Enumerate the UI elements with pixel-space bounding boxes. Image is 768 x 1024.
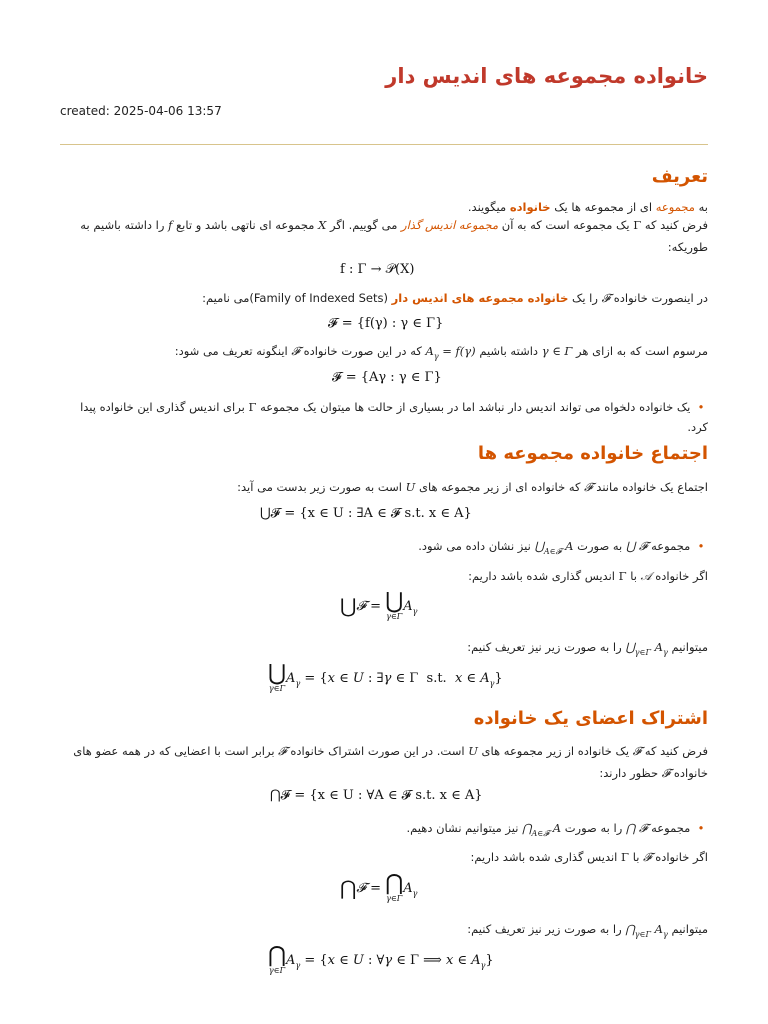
link-family[interactable]: خانواده [509, 200, 551, 214]
heading-union: اجتماع خانواده مجموعه ها [477, 443, 708, 464]
equation-intersection-def: ⋂𝓕 = {x ∈ U : ∀A ∈ 𝓕 s.t. x ∈ A} [270, 788, 483, 803]
bullet-dot-icon: • [697, 539, 705, 553]
link-set[interactable]: مجموعه [655, 200, 695, 214]
equation-intersection-indexed-def: ⋂ γ∈Γ $A_\gamma = \{x$ ∈ U : ∀γ ∈ Γ ⟹ x ∈ $A_\gamma$} [268, 943, 494, 975]
equation-union-indexed-def: ⋃ γ∈Γ $A_\gamma = \{x$ ∈ U : ∃γ ∈ Γ s.t. x ∈ $A_\gamma$} [268, 661, 503, 693]
link-indexed-family[interactable]: خانواده مجموعه های اندیس دار [391, 291, 569, 305]
intersection-paragraph-1: فرض کنید که 𝓕 یک خانواده از زیر مجموعه های U است. در این صورت اشتراک خانواده 𝓕 برابر است با اعضایی که در همه عضو های خانواده 𝓕 حظور دارند: [73, 744, 708, 780]
intersection-paragraph-3: میتوانیم $⋂_{\gamma\in\Gamma}$ $A_\gamma$ را به صورت زیر نیز تعریف کنیم: [467, 922, 708, 939]
math-gamma: Γ [633, 218, 642, 232]
header-divider [60, 144, 708, 145]
equation-union-indexed: ⋃𝓕 = ⋃ γ∈Γ $A_\gamma$ [340, 589, 418, 621]
bullet-dot-icon: • [697, 400, 705, 414]
math-family-F: 𝓕 [291, 344, 300, 358]
equation-union-def: ⋃𝓕 = {x ∈ U : ∃A ∈ 𝓕 s.t. x ∈ A} [260, 506, 472, 521]
math-gamma-in-Gamma: γ ∈ Γ [541, 344, 573, 358]
union-paragraph-1: اجتماع یک خانواده مانند 𝓕 که خانواده ای از زیر مجموعه های U است به صورت زیر بدست می آید: [237, 480, 708, 494]
definition-paragraph-3: در اینصورت خانواده 𝓕 را یک خانواده مجموعه های اندیس دار (Family of Indexed Sets)می نامیم: [202, 291, 708, 305]
intersection-bullet: • مجموعه ⋂ 𝓕 را به صورت $⋂_{A\in 𝓕}$ A نیز میتوانیم نشان دهیم. [60, 818, 708, 844]
page-title: خانواده مجموعه های اندیس دار [385, 64, 708, 88]
equation-intersection-indexed: ⋂𝓕 = ⋂ γ∈Γ $A_\gamma$ [340, 871, 418, 903]
definition-paragraph-2: فرض کنید که Γ یک مجموعه است که به آن مجموعه اندیس گذار می گوییم. اگر X مجموعه ای ناتهی باشد و تابع f را داشته باشیم به طوریکه: [80, 218, 708, 254]
created-timestamp: created: 2025-04-06 13:57 [60, 104, 222, 118]
definition-paragraph-4: مرسوم است که به ازای هر γ ∈ Γ داشته باشیم $A_\gamma = f(\gamma)$ که در این صورت خانواده 𝓕 اینگونه تعریف می شود: [174, 344, 708, 361]
math-A-gamma-eq: $A_\gamma = f(\gamma)$ [425, 344, 476, 361]
math-f: f [168, 218, 173, 232]
math-x: X [318, 218, 327, 232]
union-paragraph-2: اگر خانواده 𝒜 با Γ اندیس گذاری شده باشد داریم: [468, 569, 708, 583]
bullet-dot-icon: • [697, 821, 705, 835]
definition-paragraph-1: به مجموعه ای از مجموعه ها یک خانواده میگویند. [467, 200, 708, 214]
union-paragraph-3: میتوانیم $⋃_{\gamma\in\Gamma}$ $A_\gamma$ را به صورت زیر نیز تعریف کنیم: [467, 640, 708, 657]
definition-bullet: • یک خانواده دلخواه می تواند اندیس دار نباشد اما در بسیاری از حالت ها میتوان یک مجموعه Γ برای اندیس گذاری این خانواده پیدا کرد. [60, 397, 708, 437]
heading-definition: تعریف [651, 166, 708, 187]
equation-indexed-family: 𝓕 = {Aγ : γ ∈ Γ} [332, 370, 442, 385]
heading-intersection: اشتراک اعضای یک خانواده [473, 708, 708, 729]
math-family-F: 𝓕 [601, 291, 611, 305]
union-bullet: • مجموعه ⋃ 𝓕 به صورت $⋃_{A\in 𝓕}$ A نیز نشان داده می شود. [60, 536, 708, 562]
intersection-paragraph-2: اگر خانواده 𝓕 با Γ اندیس گذاری شده باشد داریم: [470, 850, 708, 864]
equation-function-def: f : Γ → 𝒫(X) [340, 262, 415, 277]
emph-index-set: مجموعه اندیس گذار [401, 218, 499, 232]
equation-family-def: 𝓕 = {f(γ) : γ ∈ Γ} [328, 316, 444, 331]
